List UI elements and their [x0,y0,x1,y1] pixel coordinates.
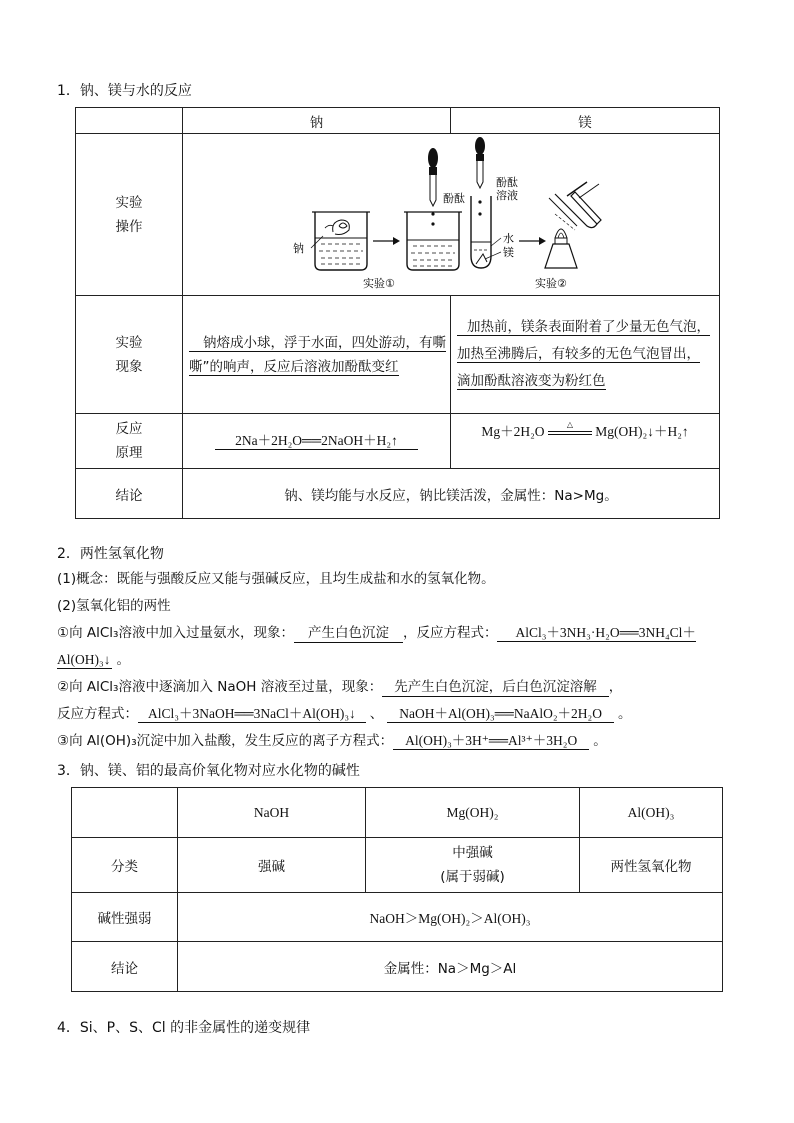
experiment-apparatus-figure [183,134,719,295]
header-empty-cell-2 [72,788,178,838]
row-label-conclusion: 结论 [76,469,183,519]
dropper-1 [428,148,438,226]
mgoh2-class: 中强碱 (属于弱碱) [366,838,580,893]
experiment-1-label: 实验① [363,277,395,290]
naoh-class: 强碱 [178,838,366,893]
ammonia-experiment-line: ①向 AlCl₃溶液中加入过量氨水，现象： 产生白色沉淀 ，反应方程式： AlCl₃＋3NH₃·H₂O══3NH₄Cl＋ [57,625,696,641]
dropper-2 [475,137,485,216]
table-na-mg-water [75,107,720,519]
heat-condition-symbol: △ [566,419,573,429]
experiment-figure-cell [183,134,720,296]
section-4-heading: 4．Si、P、S、Cl 的非金属性的递变规律 [57,1020,311,1036]
beaker-with-sodium [311,212,370,270]
phenolphthalein-solution-label-1: 酚酞 [496,176,518,189]
arrow-1 [373,237,400,245]
metallicity-conclusion: 金属性：Na＞Mg＞Al [178,942,723,992]
table-hydroxide-basicity [71,787,723,992]
mg-equation: Mg＋2H₂O △ Mg(OH)₂↓＋H₂↑ [451,414,720,469]
row-label-observation: 实验 现象 [76,296,183,414]
na-equation: 2Na＋2H₂O══2NaOH＋H₂↑ [183,414,451,469]
row-label-basicity: 碱性强弱 [72,893,178,942]
na-observation: 钠熔成小球，浮于水面，四处游动，有嘶 嘶”的响声，反应后溶液加酚酞变红 [183,296,451,414]
hcl-experiment-line: ③向 Al(OH)₃沉淀中加入盐酸，发生反应的离子方程式： Al(OH)₃＋3H⁺══Al³⁺＋3H₂O 。 [57,733,607,749]
mg-observation: 加热前，镁条表面附着了少量无色气泡， 加热至沸腾后，有较多的无色气泡冒出， 滴加酚酞溶液变为粉红色 [451,296,720,414]
basicity-order: NaOH＞Mg(OH)₂＞Al(OH)₃ [178,893,723,942]
section-1-heading: 1．钠、镁与水的反应 [57,83,192,99]
row-label-classification: 分类 [72,838,178,893]
water-label: 水 [503,232,514,245]
header-na: 钠 [183,108,451,134]
na-mg-conclusion: 钠、镁均能与水反应，钠比镁活泼，金属性：Na>Mg。 [183,469,720,519]
header-empty-cell [76,108,183,134]
section-3-heading: 3．钠、镁、铝的最高价氧化物对应水化物的碱性 [57,763,360,779]
phenolphthalein-label: 酚酞 [443,192,465,205]
aloh3-class: 两性氢氧化物 [580,838,723,893]
header-naoh: NaOH [178,788,366,838]
row-label-conclusion-2: 结论 [72,942,178,992]
aloh-amphoteric-title: (2)氢氧化铝的两性 [57,598,171,614]
naoh-experiment-line: ②向 AlCl₃溶液中逐滴加入 NaOH 溶液至过量，现象： 先产生白色沉淀，后白色沉淀溶解 ， [57,679,623,695]
heated-test-tube-with-lamp [545,182,601,268]
experiment-2-label: 实验② [535,277,567,290]
test-tube-with-mg [471,196,501,268]
sodium-label: 钠 [293,242,304,255]
header-mg: 镁 [451,108,720,134]
concept-line: (1)概念：既能与强酸反应又能与强碱反应，且均生成盐和水的氢氧化物。 [57,571,495,587]
row-label-operation: 实验 操作 [76,134,183,296]
beaker-with-phenolphthalein [404,212,462,270]
mg-label: 镁 [503,246,514,259]
arrow-2 [519,237,546,245]
phenolphthalein-solution-label-2: 溶液 [496,189,518,202]
row-label-principle: 反应 原理 [76,414,183,469]
naoh-equation-line: 反应方程式： AlCl₃＋3NaOH══3NaCl＋Al(OH)₃↓ 、 NaOH＋Al(OH)₃══NaAlO₂＋2H₂O 。 [57,706,632,722]
ammonia-equation-cont: Al(OH)₃↓ 。 [57,652,130,667]
section-2-heading: 2．两性氢氧化物 [57,546,164,562]
header-mgoh2: Mg(OH)₂ [366,788,580,838]
header-aloh3: Al(OH)₃ [580,788,723,838]
